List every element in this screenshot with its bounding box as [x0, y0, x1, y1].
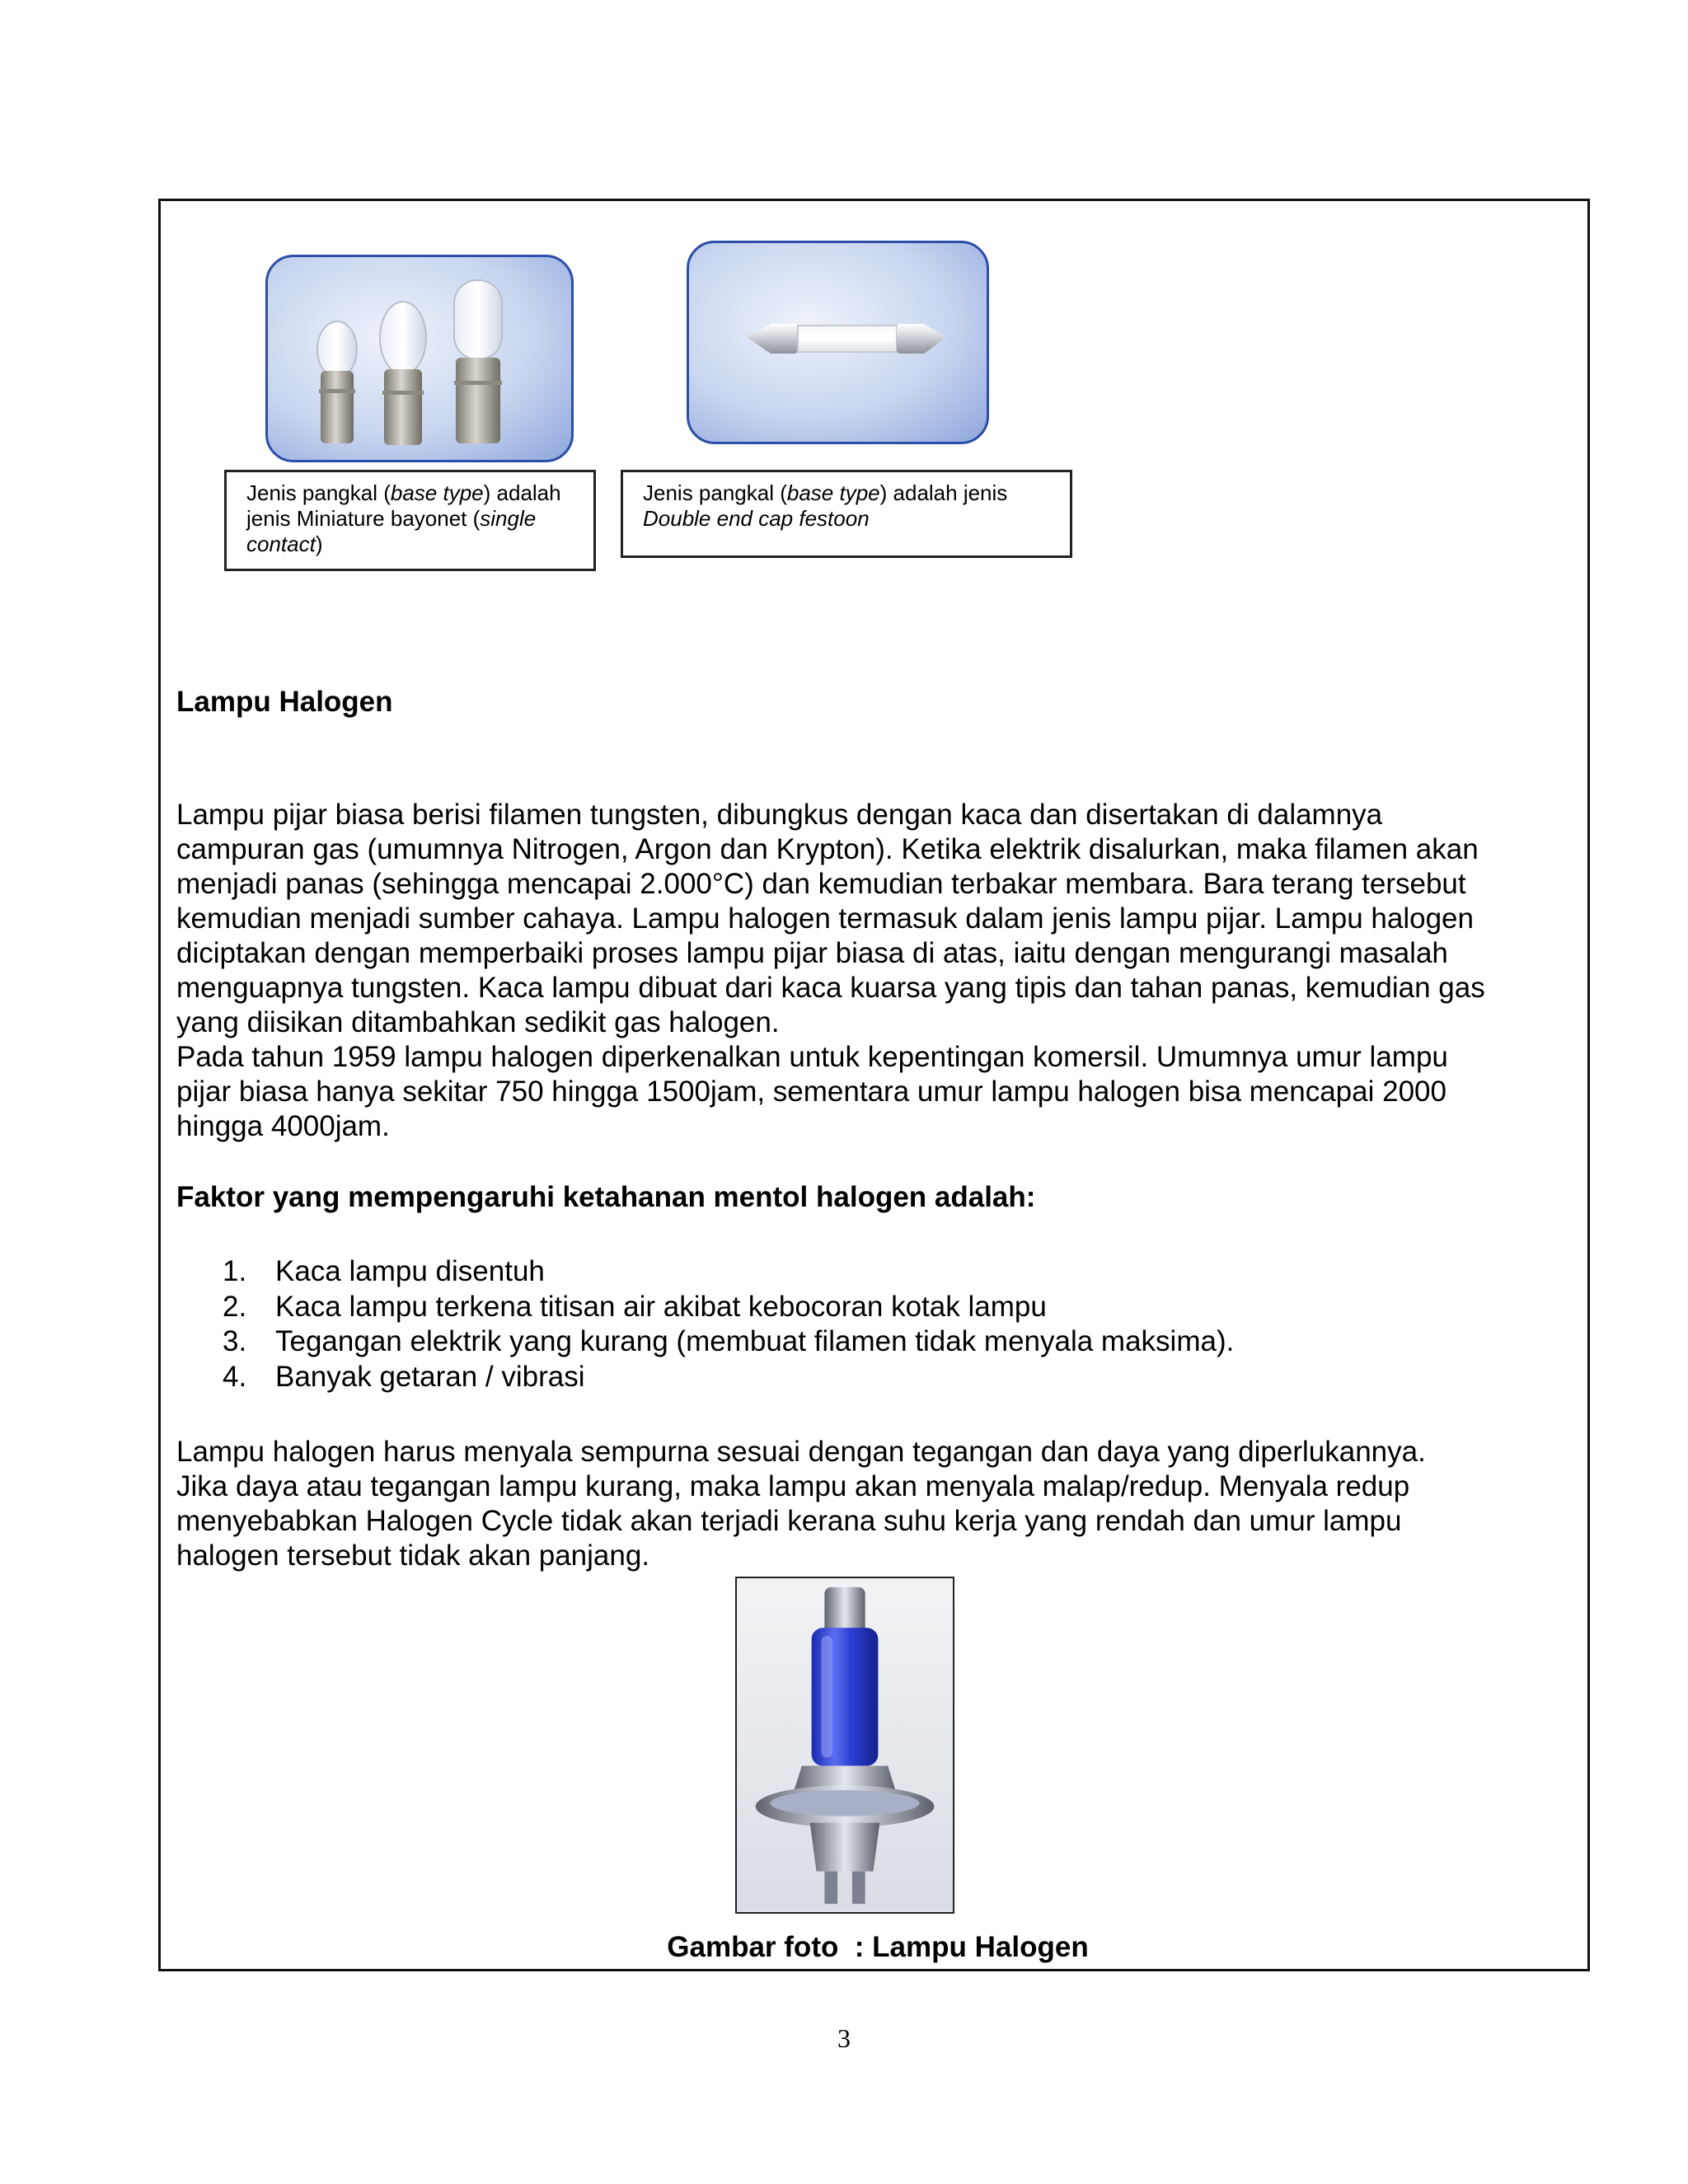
festoon-illustration — [689, 243, 987, 442]
text-line: Lampu halogen harus menyala sempurna sesuai dengan tegangan dan daya yang diperlukannya. — [176, 1436, 1426, 1468]
halogen-lamp-illustration — [737, 1578, 953, 1912]
text-line: Lampu pijar biasa berisi filamen tungsten, dibungkus dengan kaca dan disertakan di dalamnya — [176, 799, 1383, 831]
list-item: 3. Tegangan elektrik yang kurang (membuat filamen tidak menyala maksima). — [223, 1325, 1235, 1357]
text-line: Jika daya atau tegangan lampu kurang, maka lampu akan menyala malap/redup. Menyala redup — [176, 1470, 1410, 1502]
caption-double-end-cap-festoon — [621, 470, 1072, 558]
caption-line: Jenis pangkal (base type) adalah jenis — [643, 480, 1008, 505]
text-line: pijar biasa hanya sekitar 750 hingga 1500jam, sementara umur lampu halogen bisa mencapai 2000 — [176, 1076, 1447, 1108]
bulb-illustration — [268, 257, 571, 460]
intro-paragraph — [176, 798, 1569, 1144]
caption-miniature-bayonet — [224, 470, 596, 571]
list-item: 1. Kaca lampu disentuh — [223, 1255, 545, 1287]
bulb-large — [454, 280, 502, 443]
closing-paragraph — [176, 1435, 1569, 1573]
text-line: kemudian menjadi sumber cahaya. Lampu halogen termasuk dalam jenis lampu pijar. Lampu halogen — [176, 902, 1474, 935]
factors-title: Faktor yang mempengaruhi ketahanan mentol halogen adalah: — [176, 1181, 1036, 1213]
caption-line: Jenis pangkal (base type) adalah — [246, 480, 561, 505]
list-item: 2. Kaca lampu terkena titisan air akibat kebocoran kotak lampu — [223, 1290, 1047, 1323]
list-item: 4. Banyak getaran / vibrasi — [223, 1360, 585, 1393]
bulb-medium — [380, 302, 426, 445]
text-line: halogen tersebut tidak akan panjang. — [176, 1540, 650, 1572]
caption-line: Double end cap festoon — [643, 506, 870, 531]
page-number: 3 — [837, 2023, 851, 2053]
caption-line: jenis Miniature bayonet (single — [246, 506, 537, 531]
text-line: diciptakan dengan memperbaiki proses lampu pijar biasa di atas, iaitu dengan mengurangi masalah — [176, 937, 1448, 969]
halogen-lamp-photo — [735, 1577, 954, 1914]
festoon-bulb-photo — [687, 241, 989, 444]
section-title: Lampu Halogen — [176, 686, 393, 718]
factors-list — [223, 1254, 1234, 1394]
text-line: Pada tahun 1959 lampu halogen diperkenalkan untuk kepentingan komersil. Umumnya umur lampu — [176, 1041, 1448, 1073]
text-line: hingga 4000jam. — [176, 1110, 390, 1142]
figure-caption: Gambar foto : Lampu Halogen — [667, 1931, 1089, 1963]
bulb-small — [317, 321, 357, 443]
text-line: menjadi panas (sehingga mencapai 2.000°C) dan kemudian terbakar membara. Bara terang tersebut — [176, 868, 1466, 900]
text-line: yang diisikan ditambahkan sedikit gas halogen. — [176, 1006, 780, 1038]
caption-line: contact) — [246, 532, 323, 556]
text-line: menguapnya tungsten. Kaca lampu dibuat dari kaca kuarsa yang tipis dan tahan panas, kemudian gas — [176, 972, 1485, 1004]
miniature-bayonet-bulbs-photo — [265, 255, 574, 462]
text-line: menyebabkan Halogen Cycle tidak akan terjadi kerana suhu kerja yang rendah dan umur lampu — [176, 1505, 1402, 1537]
text-line: campuran gas (umumnya Nitrogen, Argon dan Krypton). Ketika elektrik disalurkan, maka filamen akan — [176, 833, 1479, 865]
